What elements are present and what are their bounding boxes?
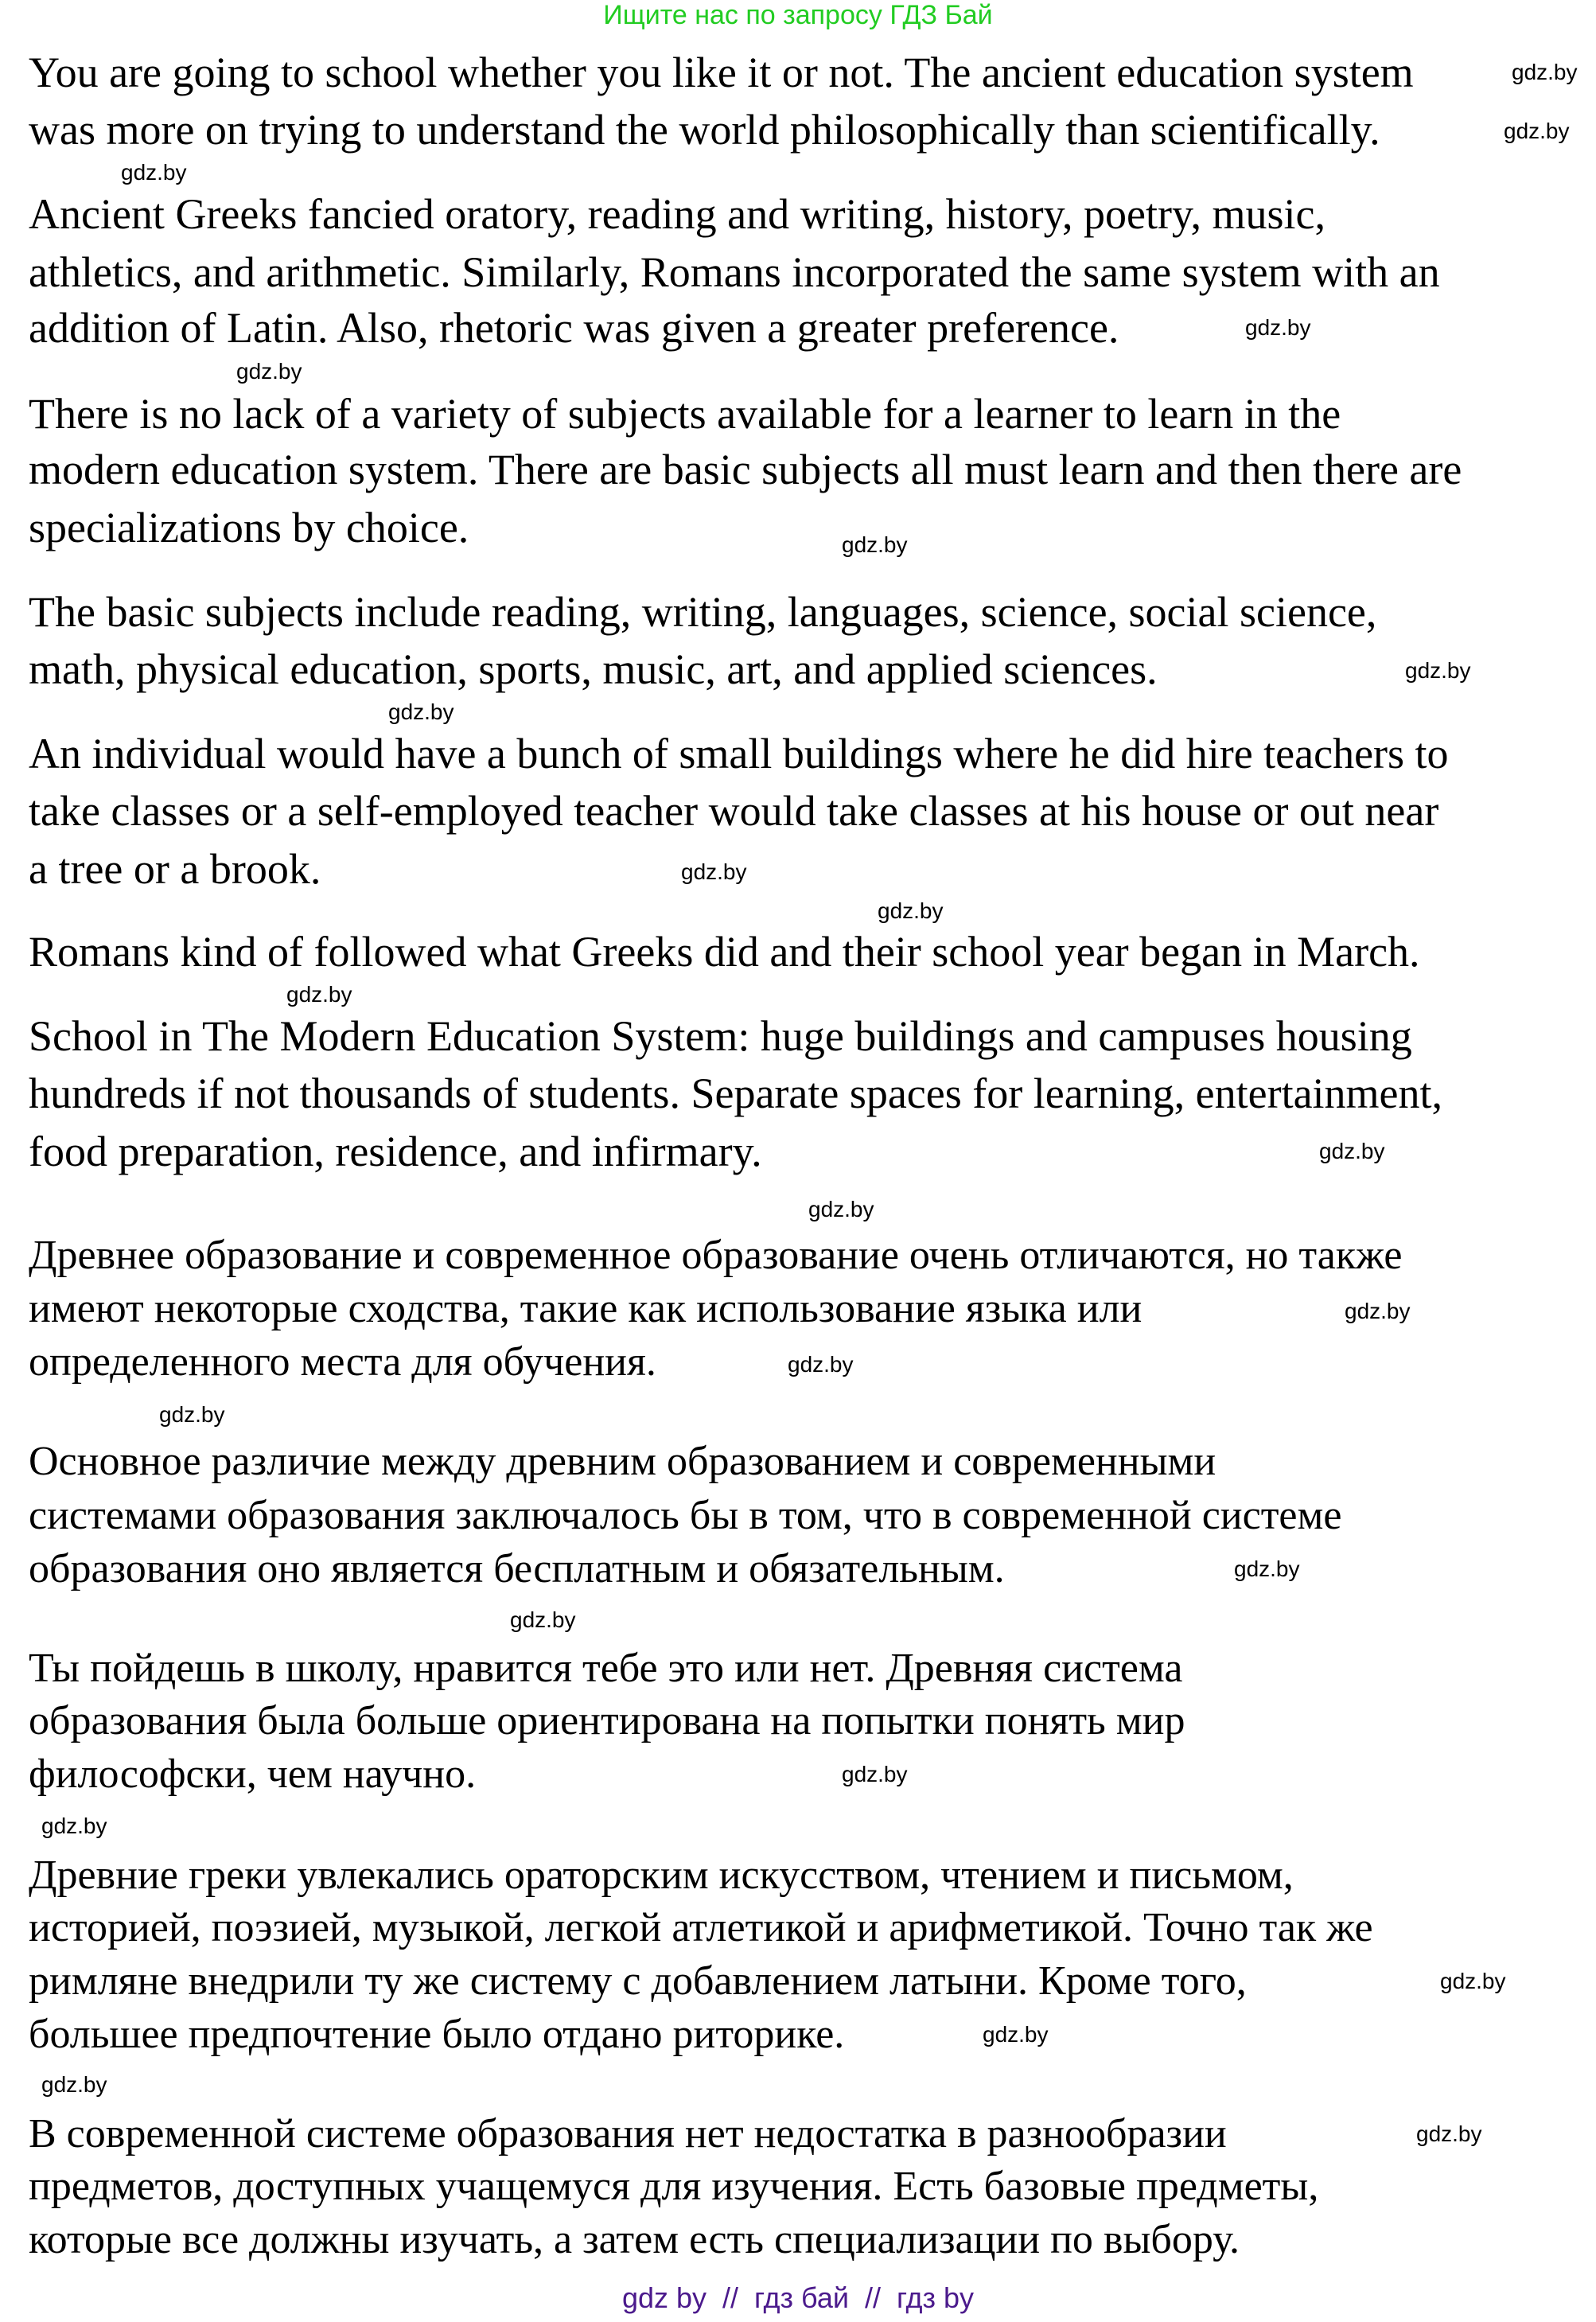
text-line: addition of Latin. Also, rhetoric was given a greater preference.	[29, 304, 1119, 352]
watermark: gdz.by	[1234, 1556, 1300, 1581]
watermark: gdz.by	[842, 532, 908, 557]
text-line: was more on trying to understand the world philosophically than scientifically.	[29, 106, 1380, 154]
text-line: имеют некоторые сходства, такие как использование языка или	[29, 1286, 1143, 1331]
watermark: gdz.by	[1245, 315, 1311, 340]
text-line: a tree or a brook.	[29, 845, 321, 893]
watermark: gdz.by	[1512, 60, 1578, 84]
watermark: gdz.by	[983, 2022, 1049, 2047]
watermark: gdz.by	[286, 982, 352, 1007]
text-line: math, physical education, sports, music, art, and applied sciences.	[29, 645, 1158, 693]
text-line: Ancient Greeks fancied oratory, reading and writing, history, poetry, music,	[29, 190, 1325, 238]
site-footer-links[interactable]: gdz by // гдз бай // гдз by	[621, 2281, 975, 2314]
text-line: системами образования заключалось бы в том, что в современной системе	[29, 1493, 1342, 1538]
text-line: An individual would have a bunch of small buildings where he did hire teachers to	[29, 730, 1449, 777]
text-line: В современной системе образования нет недостатка в разнообразии	[29, 2111, 1227, 2156]
watermark: gdz.by	[41, 2072, 107, 2097]
text-line: Древние греки увлекались ораторским искусством, чтением и письмом,	[29, 1853, 1294, 1898]
text-line: specializations by choice.	[29, 504, 469, 551]
text-line: There is no lack of a variety of subjects available for a learner to learn in the	[29, 390, 1341, 438]
text-line: The basic subjects include reading, writing, languages, science, social science,	[29, 588, 1377, 636]
text-line: food preparation, residence, and infirmary.	[29, 1128, 762, 1175]
watermark: gdz.by	[121, 160, 187, 185]
watermark: gdz.by	[1440, 1969, 1506, 1993]
text-line: Древнее образование и современное образование очень отличаются, но также	[29, 1233, 1403, 1278]
text-line: You are going to school whether you like it or not. The ancient education system	[29, 49, 1414, 96]
watermark: gdz.by	[788, 1352, 854, 1377]
watermark: gdz.by	[388, 699, 454, 724]
text-line: философски, чем научно.	[29, 1751, 477, 1797]
text-line: определенного места для обучения.	[29, 1339, 656, 1385]
text-line: образования оно является бесплатным и обязательным.	[29, 1546, 1005, 1592]
text-line: modern education system. There are basic subjects all must learn and then there are	[29, 446, 1462, 493]
watermark: gdz.by	[159, 1402, 225, 1427]
text-line: большее предпочтение было отдано риторике.	[29, 2012, 845, 2057]
text-line: римляне внедрили ту же систему с добавлением латыни. Кроме того,	[29, 1958, 1247, 2004]
watermark: gdz.by	[1405, 658, 1471, 683]
watermark: gdz.by	[41, 1814, 107, 1838]
search-hint-banner: Ищите нас по запросу ГДЗ Бай	[603, 0, 993, 30]
text-line: предметов, доступных учащемуся для изучения. Есть базовые предметы,	[29, 2164, 1319, 2209]
watermark: gdz.by	[1345, 1299, 1411, 1323]
watermark: gdz.by	[1416, 2121, 1482, 2146]
text-line: Основное различие между древним образованием и современными	[29, 1439, 1216, 1484]
watermark: gdz.by	[1504, 119, 1570, 143]
watermark: gdz.by	[842, 1762, 908, 1786]
text-line: Ты пойдешь в школу, нравится тебе это или нет. Древняя система	[29, 1646, 1183, 1691]
text-line: образования была больше ориентирована на попытки понять мир	[29, 1698, 1185, 1743]
text-line: Romans kind of followed what Greeks did and their school year began in March.	[29, 928, 1420, 976]
text-line: которые все должны изучать, а затем есть специализации по выбору.	[29, 2217, 1240, 2262]
watermark: gdz.by	[1319, 1139, 1385, 1163]
text-line: take classes or a self-employed teacher would take classes at his house or out near	[29, 787, 1439, 835]
text-line: School in The Modern Education System: huge buildings and campuses housing	[29, 1012, 1412, 1060]
watermark: gdz.by	[808, 1197, 874, 1221]
text-line: hundreds if not thousands of students. Separate spaces for learning, entertainment,	[29, 1069, 1443, 1117]
text-line: историей, поэзией, музыкой, легкой атлетикой и арифметикой. Точно так же	[29, 1905, 1373, 1950]
text-line: athletics, and arithmetic. Similarly, Romans incorporated the same system with an	[29, 248, 1440, 296]
watermark: gdz.by	[510, 1607, 576, 1632]
watermark: gdz.by	[236, 359, 302, 384]
watermark: gdz.by	[878, 898, 944, 923]
watermark: gdz.by	[681, 859, 747, 884]
